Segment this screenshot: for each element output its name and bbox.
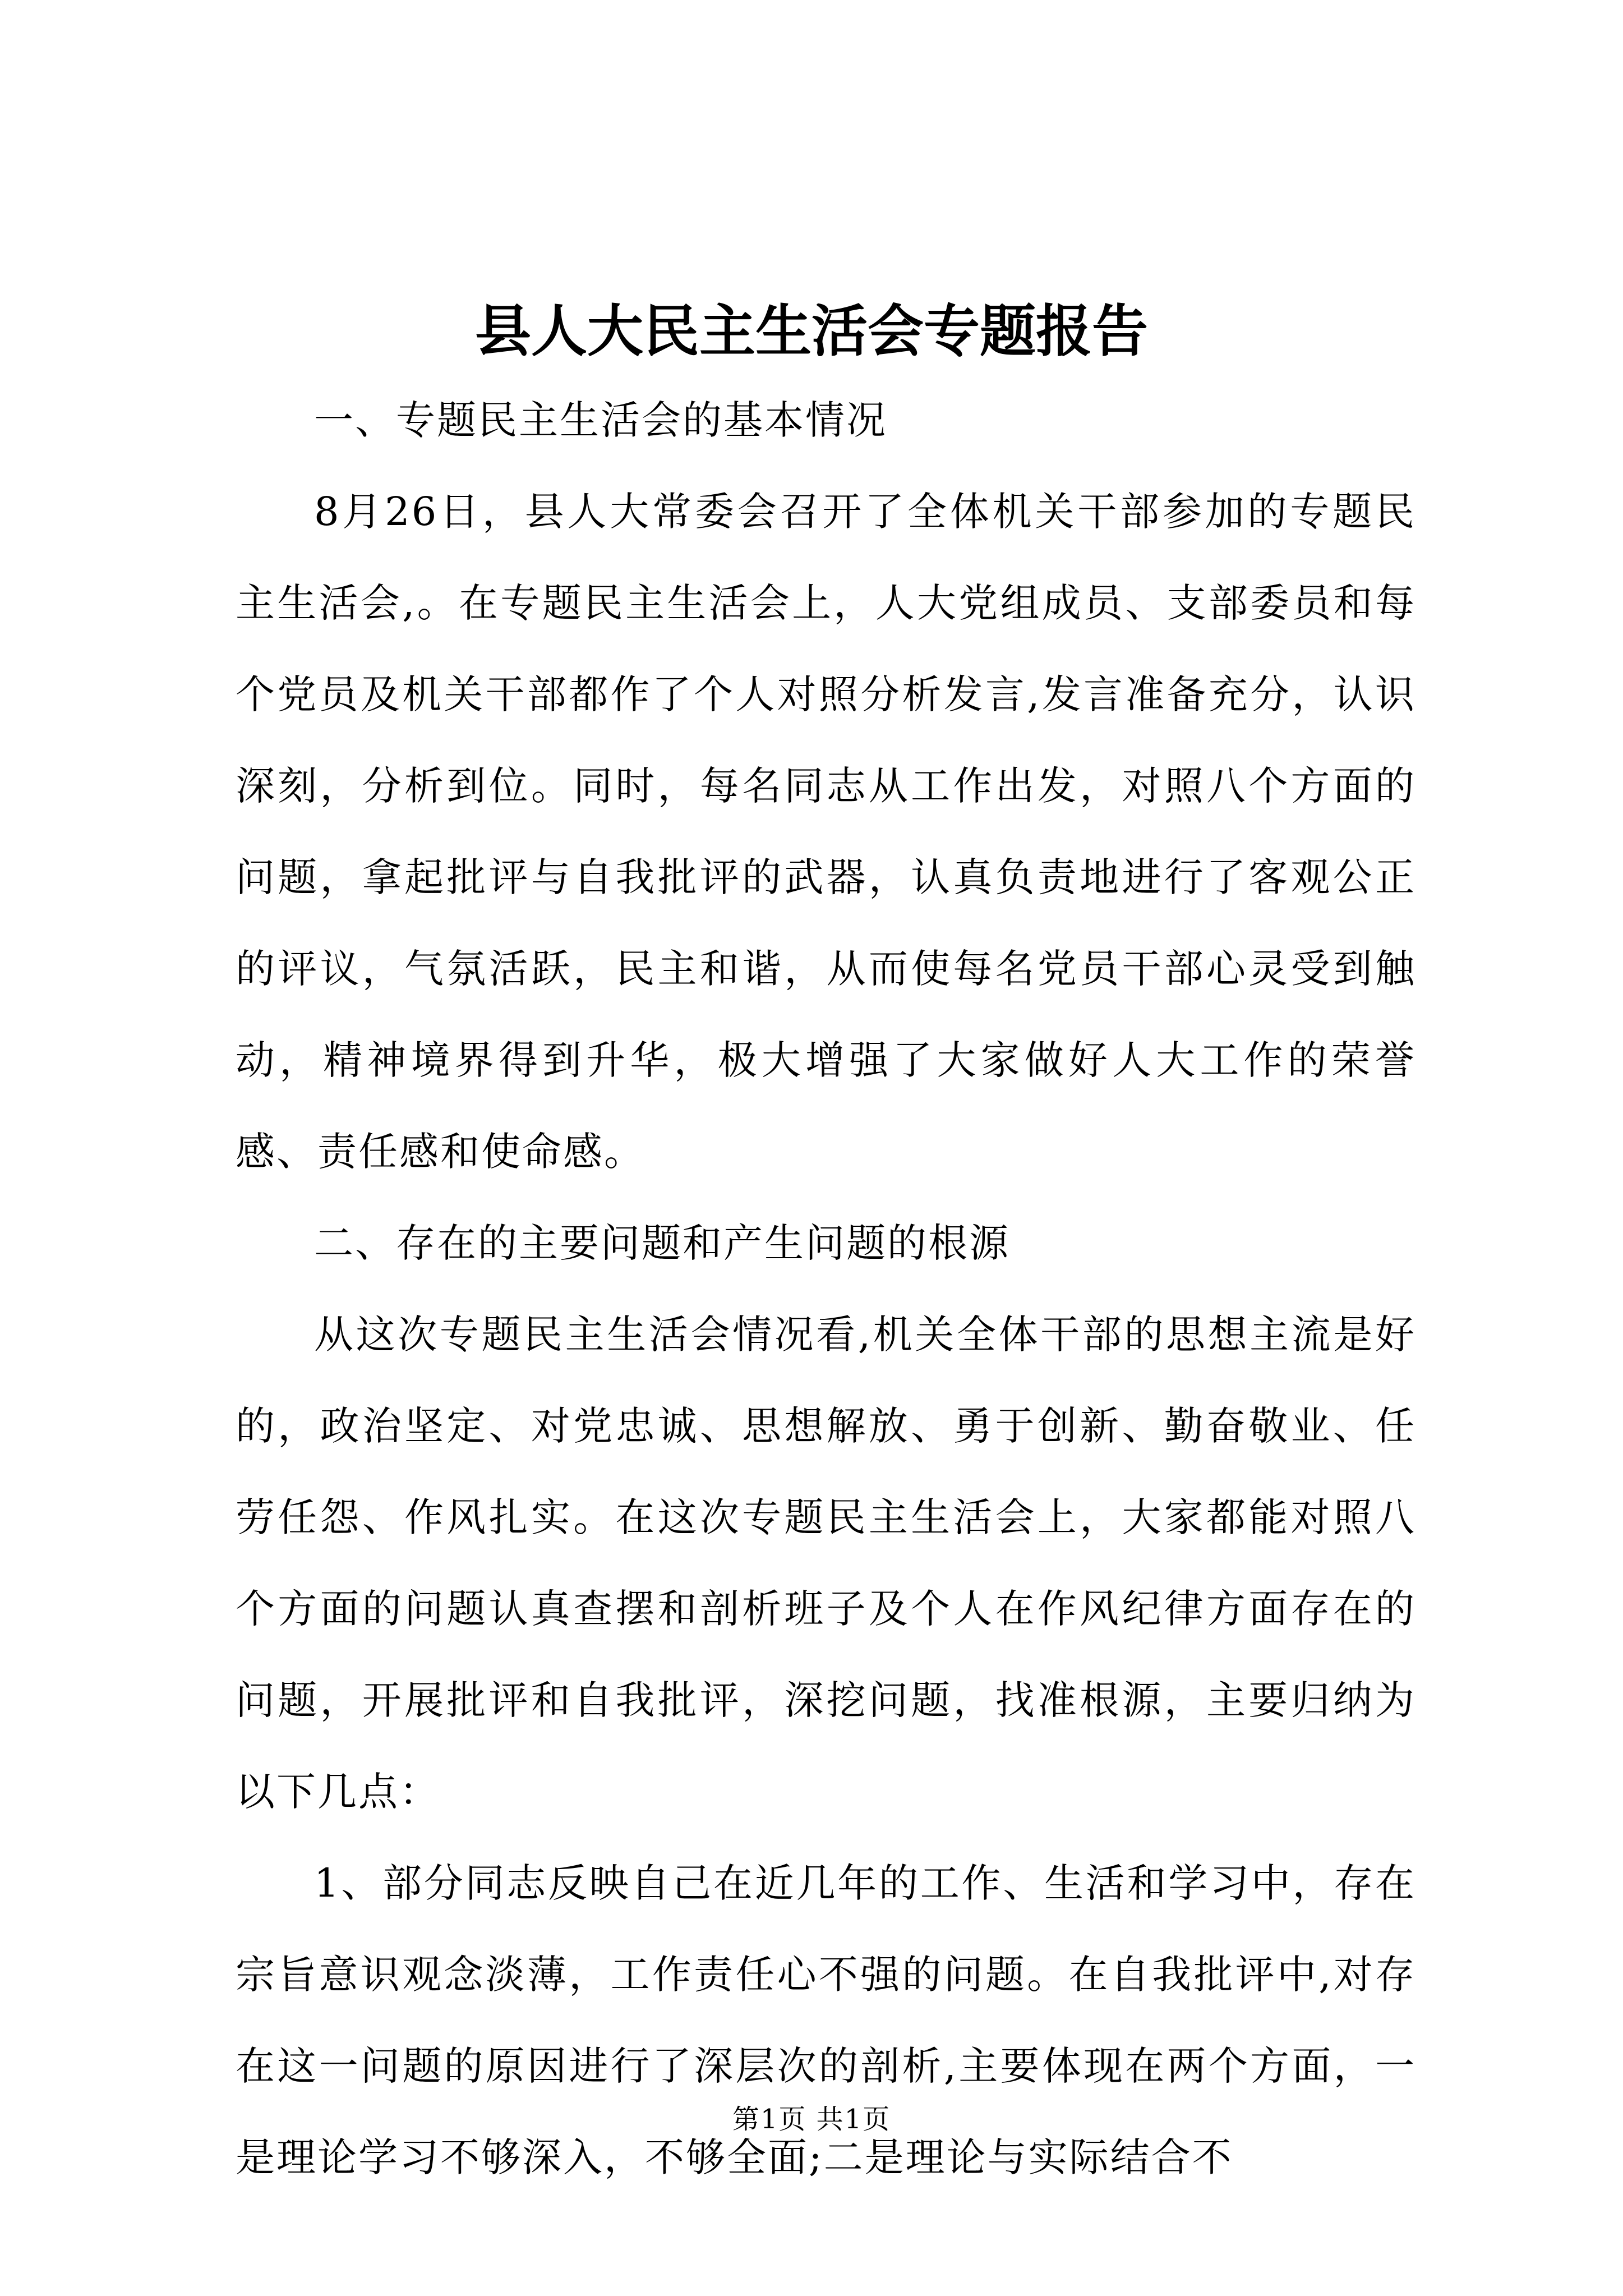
document-title: 县人大民主生活会专题报告 <box>475 298 1148 364</box>
section-heading-2: 二、存在的主要问题和产生问题的根源 <box>314 1220 1010 1266</box>
section-heading-1: 一、专题民主生活会的基本情况 <box>314 397 887 443</box>
paragraph-meeting-overview: 8月26日，县人大常委会召开了全体机关干部参加的专题民主生活会,。在专题民主生活会上，人大党组成员、支部委员和每个党员及机关干部都作了个人对照分析发言,发言准备充分，认识深刻，分析到位。同时，每名同志从工作出发，对照八个方面的问题，拿起批评与自我批评的武器，认真负责地进行了客观公正的评议，气氛活跃，民主和谐，从而使每名党员干部心灵受到触动，精神境界得到升华，极大增强了大家做好人大工作的荣誉感、责任感和使命感。 <box>236 489 1416 1175</box>
paragraph-problem-1: 1、部分同志反映自己在近几年的工作、生活和学习中，存在宗旨意识观念淡薄，工作责任心不强的问题。在自我批评中,对存在这一问题的原因进行了深层次的剖析,主要体现在两个方面，一是理论学习不够深入，不够全面;二是理论与实际结合不 <box>236 1860 1416 2180</box>
paragraph-problems-summary: 从这次专题民主生活会情况看,机关全体干部的思想主流是好的，政治坚定、对党忠诚、思想解放、勇于创新、勤奋敬业、任劳任怨、作风扎实。在这次专题民主生活会上，大家都能对照八个方面的问题认真查摆和剖析班子及个人在作风纪律方面存在的问题，开展批评和自我批评，深挖问题，找准根源，主要归纳为以下几点： <box>236 1312 1416 1815</box>
page-footer: 第1页 共1页 <box>732 2104 891 2135</box>
document-body <box>236 375 1416 2203</box>
